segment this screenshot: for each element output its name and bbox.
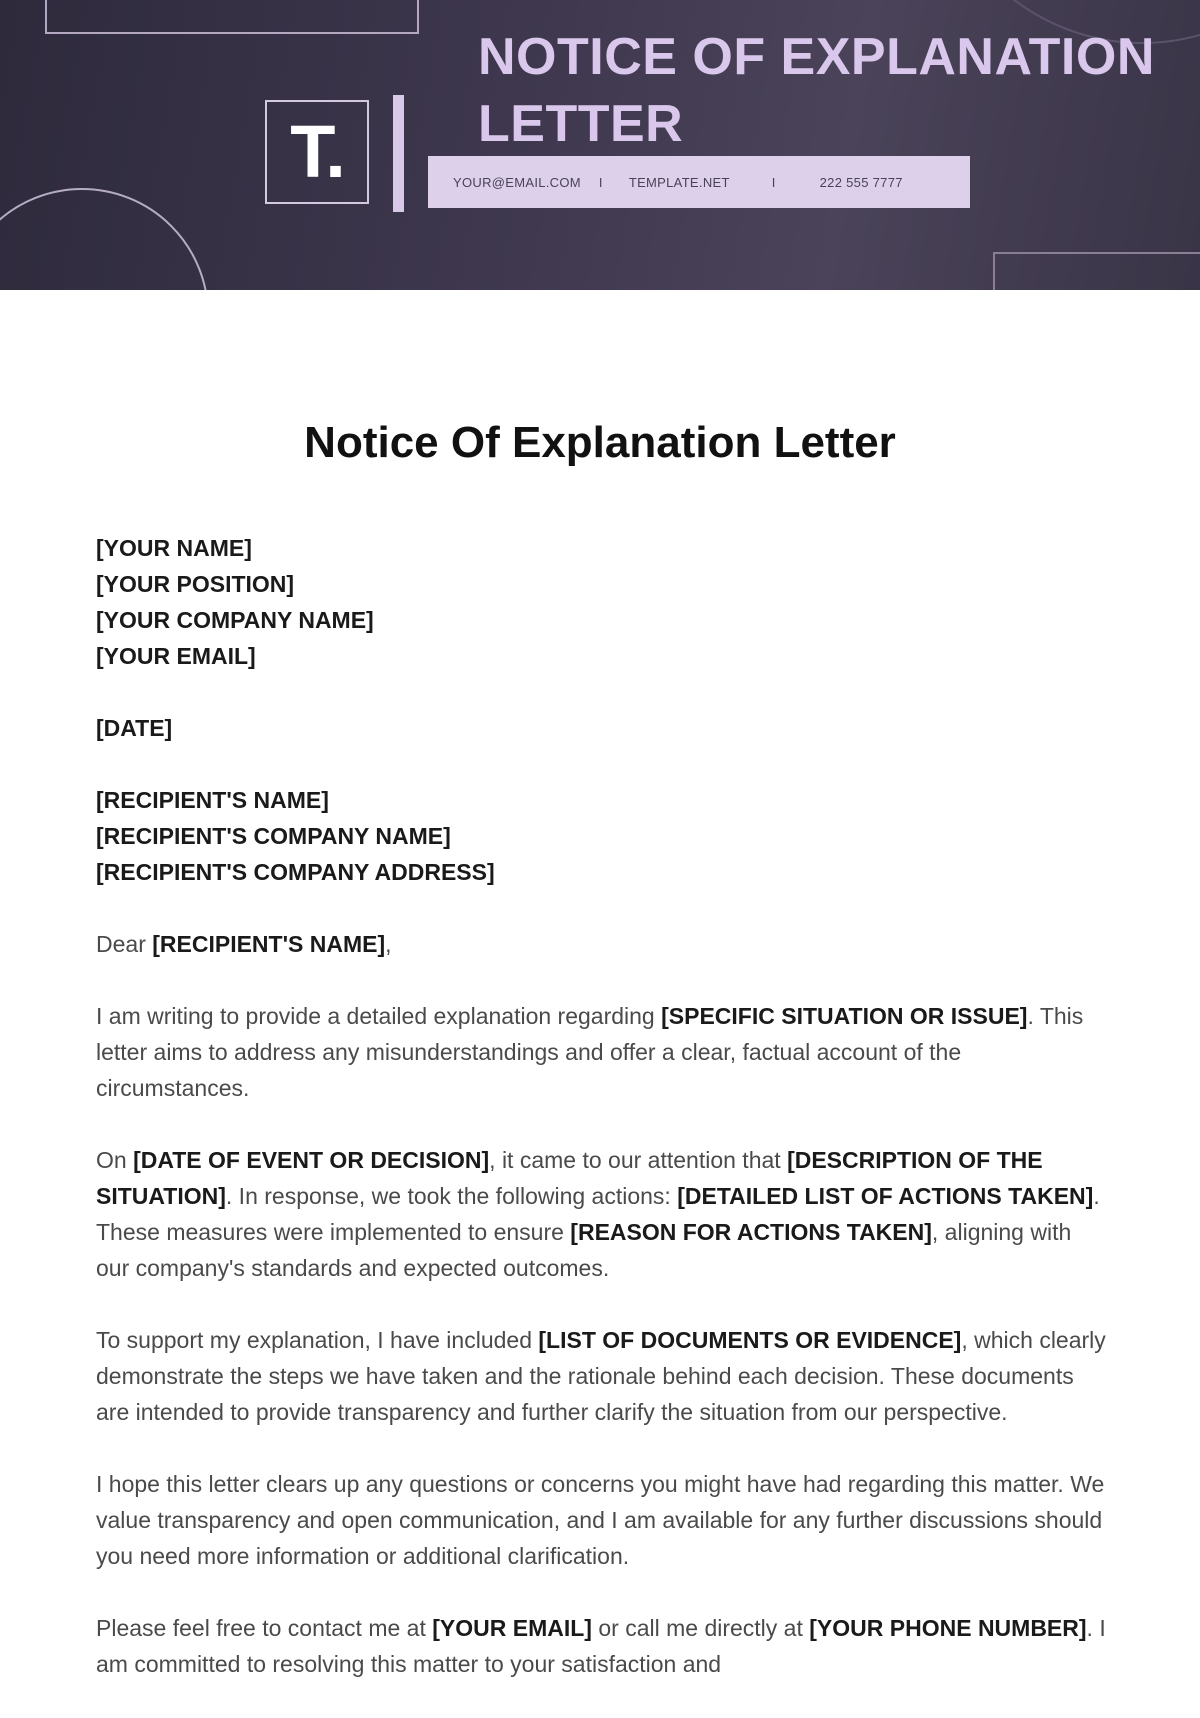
banner-title-line1: NOTICE OF EXPLANATION	[478, 28, 1155, 86]
placeholder: [DATE OF EVENT OR DECISION]	[133, 1147, 490, 1173]
paragraph-contact	[96, 1610, 1106, 1682]
placeholder: [YOUR EMAIL]	[432, 1615, 592, 1641]
date-block	[96, 710, 1106, 746]
banner-title	[478, 24, 1193, 158]
header-banner	[0, 0, 1200, 290]
letter-body	[96, 530, 1106, 1718]
sender-position: [YOUR POSITION]	[96, 571, 295, 597]
salutation	[96, 926, 1106, 962]
text: , which clearly demonstrate the steps we have taken and the rationale behind each decision. These documents are intended to provide transparency and further clarify the situation from our perspective.	[96, 1327, 1106, 1425]
text: . I am committed to resolving this matter to your satisfaction and	[96, 1615, 1106, 1677]
logo-mark: T.	[290, 110, 344, 193]
recipient-block	[96, 782, 1106, 890]
contact-website: TEMPLATE.NET	[628, 174, 730, 190]
placeholder: [YOUR PHONE NUMBER]	[809, 1615, 1087, 1641]
text: I am writing to provide a detailed explanation regarding	[96, 1003, 662, 1029]
text: , aligning with our company's standards and expected outcomes.	[96, 1219, 1072, 1281]
text: To support my explanation, I have included	[96, 1327, 539, 1353]
salutation-text: Dear	[96, 931, 153, 957]
paragraph-closing: I hope this letter clears up any questions or concerns you might have had regarding this matter. We value transparency and open communication, and I am available for any further discussions should you need more information or additional clarification.	[96, 1471, 1105, 1569]
recipient-company: [RECIPIENT'S COMPANY NAME]	[96, 823, 451, 849]
contact-separator: I	[771, 174, 776, 190]
text: , it came to our attention that	[489, 1147, 788, 1173]
text: . These measures were implemented to ensure	[96, 1183, 1100, 1245]
placeholder: [LIST OF DOCUMENTS OR EVIDENCE]	[538, 1327, 962, 1353]
text: or call me directly at	[591, 1615, 810, 1641]
placeholder: [SPECIFIC SITUATION OR ISSUE]	[661, 1003, 1028, 1029]
salutation-punct: ,	[385, 931, 392, 957]
sender-block	[96, 530, 1106, 674]
text: Please feel free to contact me at	[96, 1615, 433, 1641]
contact-separator: I	[598, 174, 603, 190]
text: . In response, we took the following actions:	[225, 1183, 678, 1209]
contact-phone: 222 555 7777	[819, 174, 903, 190]
decorative-frame	[45, 0, 419, 34]
placeholder: [DETAILED LIST OF ACTIONS TAKEN]	[677, 1183, 1094, 1209]
sender-company: [YOUR COMPANY NAME]	[96, 607, 374, 633]
sender-email: [YOUR EMAIL]	[96, 643, 256, 669]
sender-name: [YOUR NAME]	[96, 535, 252, 561]
paragraph-actions	[96, 1142, 1106, 1286]
paragraph-intro	[96, 998, 1106, 1106]
text: On	[96, 1147, 134, 1173]
contact-email: YOUR@EMAIL.COM	[453, 174, 581, 190]
document-title: Notice Of Explanation Letter	[304, 418, 896, 467]
recipient-name: [RECIPIENT'S NAME]	[96, 787, 329, 813]
placeholder: [DESCRIPTION OF THE SITUATION]	[96, 1147, 1043, 1209]
letter-date: [DATE]	[96, 715, 173, 741]
text: . This letter aims to address any misunderstandings and offer a clear, factual account of the circumstances.	[96, 1003, 1084, 1101]
placeholder: [REASON FOR ACTIONS TAKEN]	[570, 1219, 932, 1245]
banner-title-line2: LETTER	[478, 95, 684, 153]
salutation-name: [RECIPIENT'S NAME]	[152, 931, 386, 957]
decorative-circle	[0, 188, 209, 290]
recipient-address: [RECIPIENT'S COMPANY ADDRESS]	[96, 859, 495, 885]
decorative-frame	[993, 252, 1200, 290]
contact-strip	[428, 156, 970, 208]
logo	[265, 100, 369, 204]
paragraph-evidence	[96, 1322, 1106, 1430]
accent-bar	[393, 95, 404, 212]
